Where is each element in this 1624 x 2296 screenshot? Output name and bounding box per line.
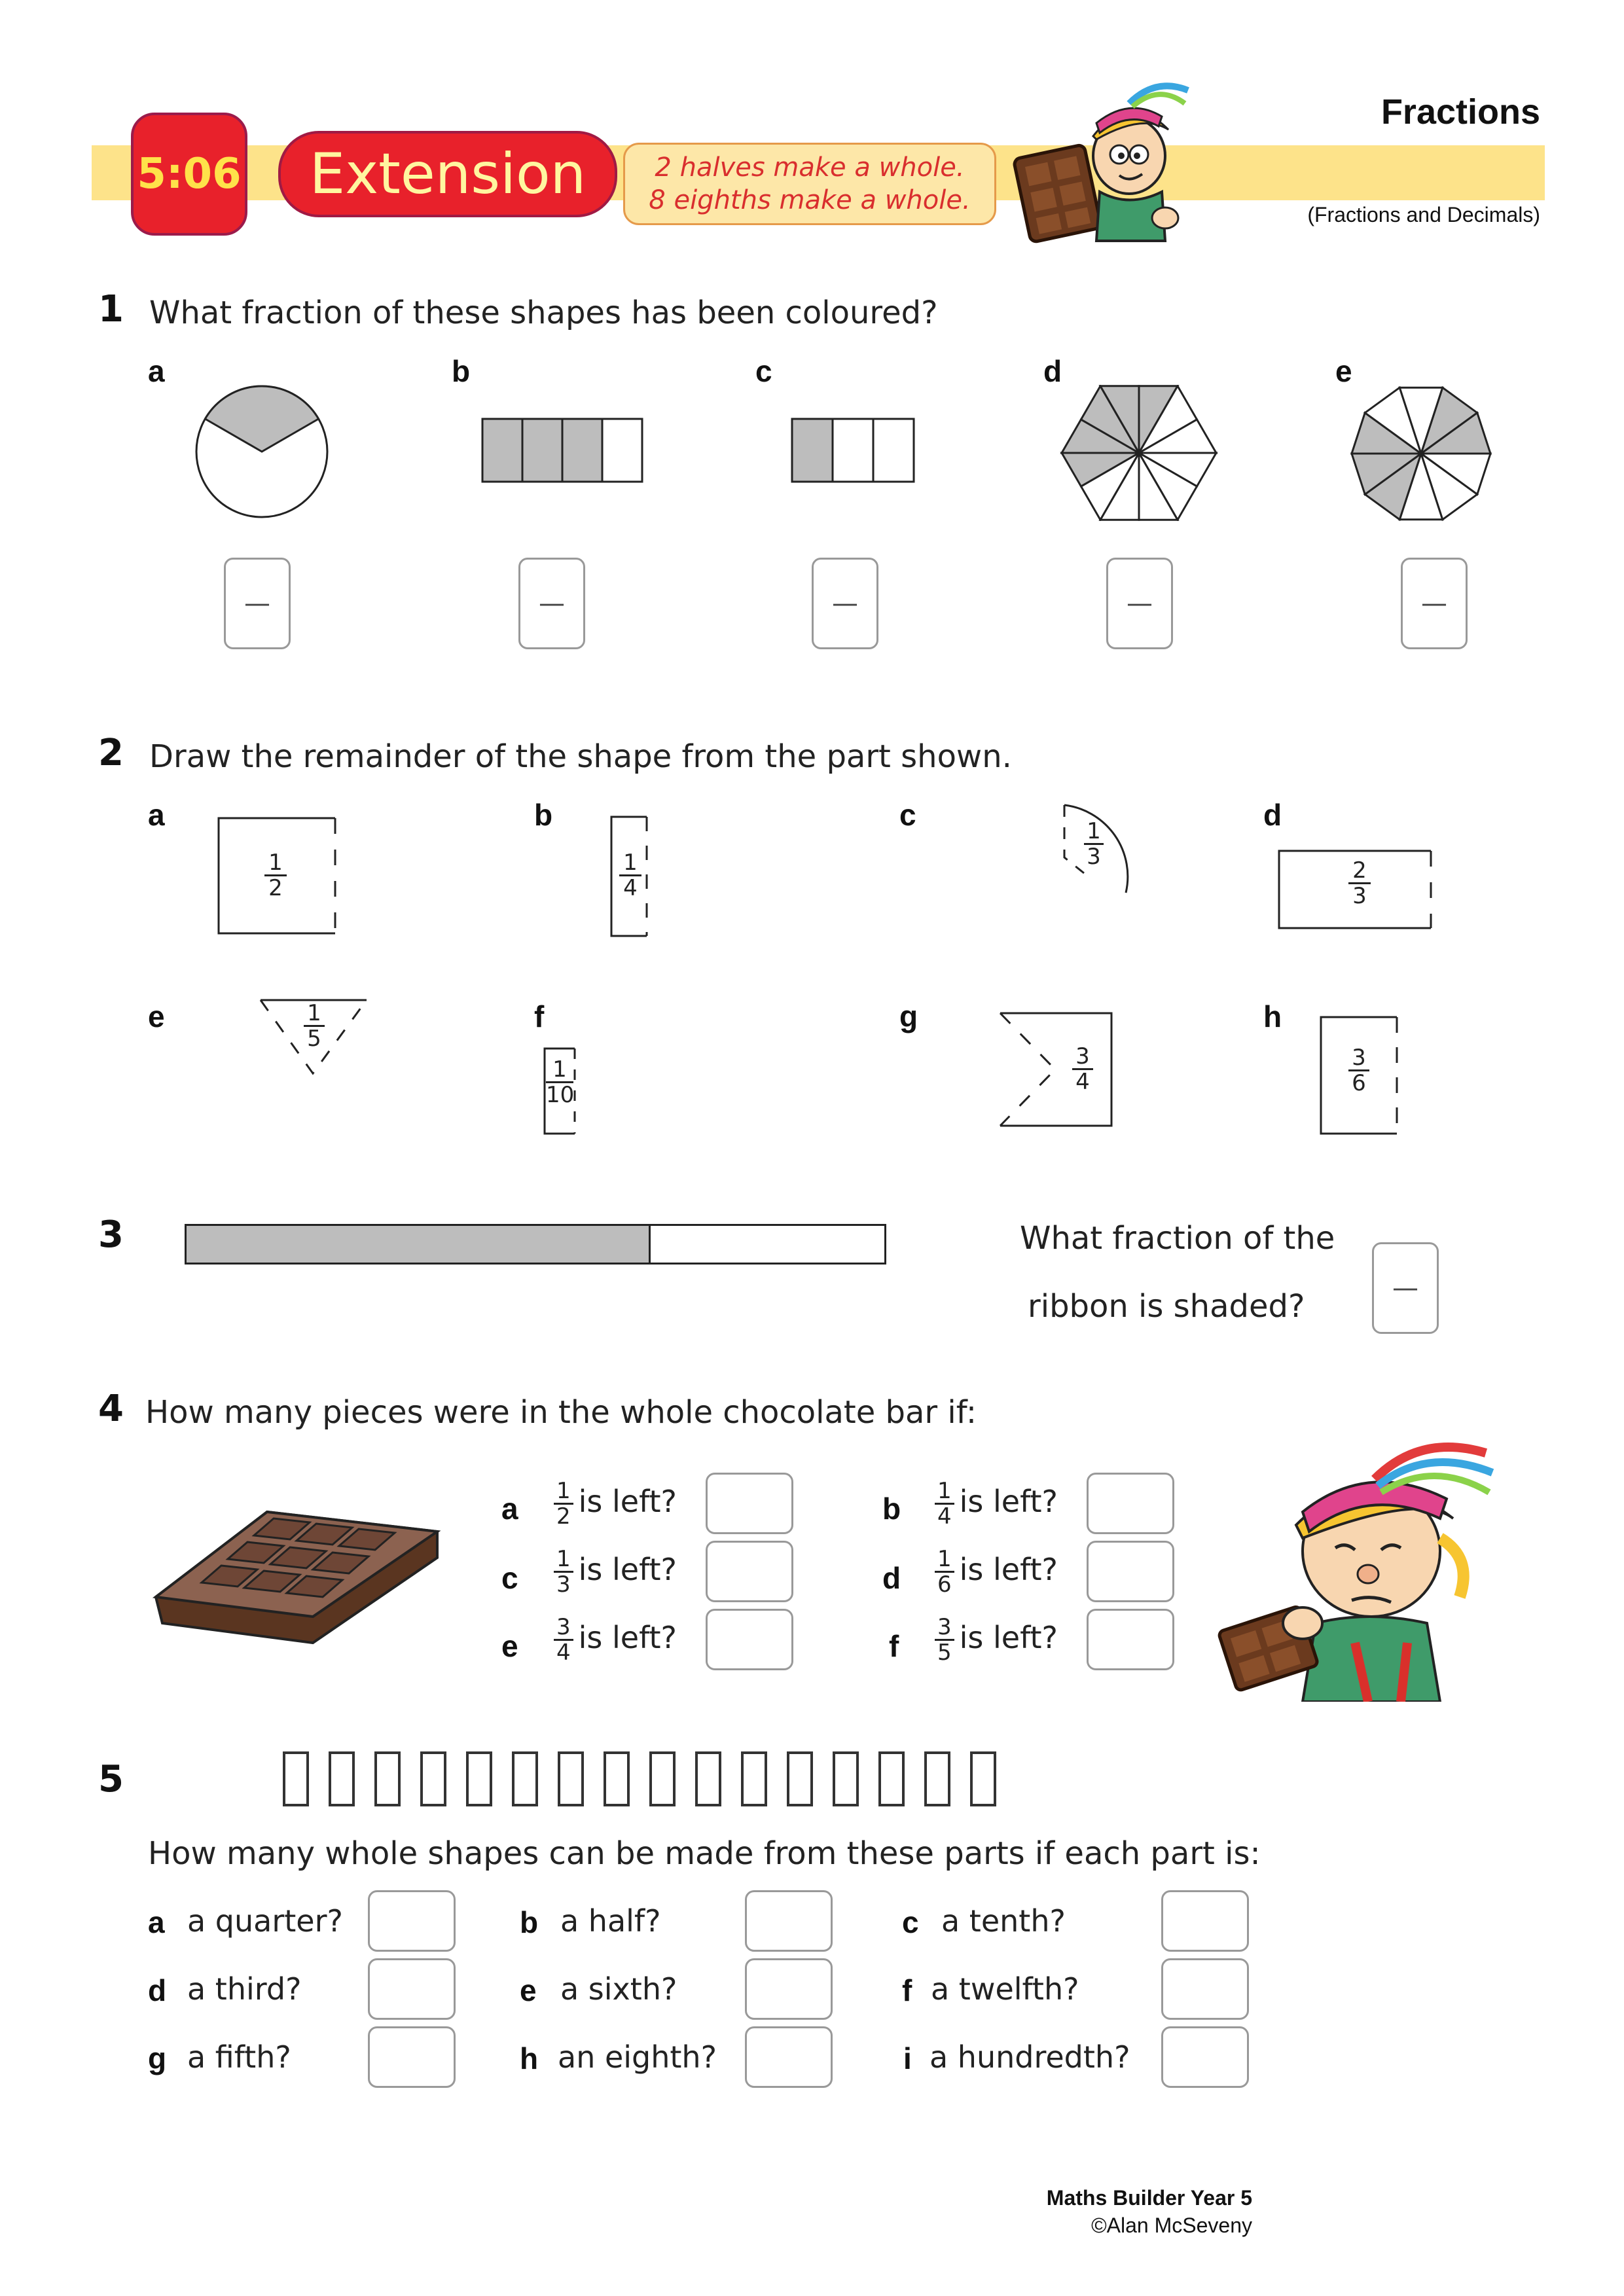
- q4-frac-c: [554, 1547, 573, 1596]
- question-3-number: 3: [98, 1213, 124, 1256]
- q4-frac-a-denominator: 2: [556, 1503, 571, 1530]
- q5-part-glyph: [558, 1751, 584, 1806]
- q5-part-glyph: [970, 1751, 996, 1806]
- q2-frac-g: [1072, 1045, 1093, 1094]
- q5-item-e: a sixth?: [560, 1971, 677, 2007]
- q1-label-c: c: [755, 354, 772, 388]
- q2-frac-c-denominator: 3: [1087, 844, 1101, 870]
- q4-label-c: c: [501, 1561, 518, 1595]
- q2-part-square-three-quarters: [995, 1008, 1119, 1132]
- q2-frac-b-numerator: 1: [619, 851, 641, 876]
- q2-frac-f: [546, 1058, 573, 1107]
- q4-item-b-suffix: is left?: [959, 1484, 1058, 1519]
- q5-answer-b[interactable]: [745, 1890, 833, 1952]
- question-5-text: How many whole shapes can be made from these parts if each part is:: [148, 1835, 1261, 1872]
- q4-item-c: [549, 1547, 677, 1596]
- q1-rectangle-quarters-shape: [481, 418, 649, 484]
- q2-frac-f-numerator: 1: [546, 1058, 573, 1083]
- q4-label-f: f: [889, 1629, 899, 1663]
- q5-answer-f[interactable]: [1161, 1958, 1249, 2020]
- q2-frac-e-numerator: 1: [304, 1001, 325, 1027]
- question-2-text: Draw the remainder of the shape from the part shown.: [149, 738, 1012, 775]
- q1-answer-b[interactable]: —: [518, 558, 585, 649]
- q4-answer-a[interactable]: [706, 1473, 793, 1534]
- cartoon-boy-chocolate-illustration: [998, 77, 1195, 254]
- q1-decagon-shape: [1348, 381, 1494, 526]
- q2-frac-b: [619, 851, 641, 900]
- q2-frac-h-denominator: 6: [1352, 1070, 1366, 1096]
- q5-item-a: a quarter?: [187, 1903, 343, 1939]
- q2-label-d: d: [1263, 798, 1282, 832]
- q4-item-a-suffix: is left?: [578, 1484, 677, 1519]
- q4-item-c-suffix: is left?: [578, 1552, 677, 1587]
- q2-frac-d-numerator: 2: [1348, 859, 1371, 884]
- q5-part-glyph: [374, 1751, 401, 1806]
- chocolate-bar-illustration: [149, 1492, 444, 1662]
- q2-frac-b-denominator: 4: [623, 875, 638, 901]
- q2-frac-f-denominator: 10: [546, 1082, 575, 1108]
- question-4-number: 4: [98, 1388, 124, 1430]
- q5-answer-i[interactable]: [1161, 2026, 1249, 2088]
- q2-frac-c: [1084, 819, 1104, 869]
- q2-label-h: h: [1263, 999, 1282, 1033]
- q5-part-glyph: [878, 1751, 905, 1806]
- tip-box: [623, 143, 996, 225]
- tip-line-2: 8 eighths make a whole.: [649, 185, 971, 215]
- q2-frac-d: [1348, 859, 1371, 908]
- q5-part-glyph: [420, 1751, 446, 1806]
- q5-label-a: a: [148, 1905, 165, 1939]
- q5-label-i: i: [903, 2041, 912, 2075]
- q4-item-f-suffix: is left?: [959, 1620, 1058, 1655]
- q5-item-d: a third?: [187, 1971, 302, 2007]
- q4-frac-b-denominator: 4: [937, 1503, 952, 1530]
- q1-circle-shape: [190, 380, 334, 524]
- q4-label-b: b: [882, 1492, 901, 1526]
- q4-answer-f[interactable]: [1087, 1609, 1174, 1670]
- q4-frac-b-numerator: 1: [935, 1479, 954, 1505]
- q2-label-a: a: [148, 798, 165, 832]
- q4-frac-c-numerator: 1: [554, 1547, 573, 1573]
- section-title: Extension: [278, 131, 617, 217]
- q4-frac-a-numerator: 1: [554, 1479, 573, 1505]
- q1-label-e: e: [1335, 354, 1352, 388]
- q4-item-f: [929, 1615, 1058, 1664]
- q4-frac-a: [554, 1479, 573, 1528]
- q2-frac-g-numerator: 3: [1072, 1045, 1093, 1070]
- question-1-number: 1: [98, 288, 124, 331]
- q2-frac-a: [264, 851, 287, 900]
- q5-label-d: d: [148, 1973, 167, 2007]
- q5-part-glyph: [283, 1751, 309, 1806]
- topic-title: Fractions: [1380, 92, 1540, 132]
- question-3-text-line-2: ribbon is shaded?: [1028, 1288, 1305, 1325]
- q4-frac-f-denominator: 5: [937, 1640, 952, 1666]
- q4-item-e-suffix: is left?: [578, 1620, 677, 1655]
- q4-frac-d-denominator: 6: [937, 1571, 952, 1598]
- q4-answer-e[interactable]: [706, 1609, 793, 1670]
- q4-item-a: [549, 1479, 677, 1528]
- q4-item-d: [929, 1547, 1058, 1596]
- q4-frac-f: [935, 1615, 954, 1664]
- q4-item-d-suffix: is left?: [959, 1552, 1058, 1587]
- q2-label-g: g: [899, 999, 918, 1033]
- q5-part-glyph: [649, 1751, 676, 1806]
- q4-frac-c-denominator: 3: [556, 1571, 571, 1598]
- q5-item-f: a twelfth?: [931, 1971, 1079, 2007]
- q2-label-b: b: [534, 798, 553, 832]
- question-4-text: How many pieces were in the whole chocolate bar if:: [145, 1394, 977, 1431]
- ribbon: [185, 1224, 886, 1265]
- q5-answer-c[interactable]: [1161, 1890, 1249, 1952]
- q5-part-glyph: [833, 1751, 859, 1806]
- q2-label-e: e: [148, 999, 165, 1033]
- q4-item-b: [929, 1479, 1058, 1528]
- q2-frac-e-denominator: 5: [307, 1026, 321, 1052]
- q3-answer[interactable]: —: [1372, 1242, 1439, 1334]
- q5-answer-a[interactable]: [368, 1890, 456, 1952]
- q2-frac-h: [1348, 1046, 1369, 1095]
- q5-part-glyph: [512, 1751, 538, 1806]
- cartoon-boy-eating-illustration: [1211, 1427, 1525, 1702]
- q5-item-b: a half?: [560, 1903, 661, 1939]
- q4-frac-d-numerator: 1: [935, 1547, 954, 1573]
- q1-answer-a[interactable]: —: [224, 558, 291, 649]
- q2-frac-a-denominator: 2: [268, 875, 283, 901]
- q2-frac-a-numerator: 1: [264, 851, 287, 876]
- topic-subtitle: (Fractions and Decimals): [1307, 203, 1540, 226]
- q2-label-f: f: [534, 999, 545, 1033]
- ribbon-shaded-part: [187, 1226, 651, 1263]
- q4-frac-e-numerator: 3: [554, 1615, 573, 1641]
- lesson-code-badge: 5:06: [131, 113, 247, 236]
- q5-part-glyph: [787, 1751, 813, 1806]
- q5-label-h: h: [520, 2041, 539, 2075]
- q5-answer-h[interactable]: [745, 2026, 833, 2088]
- q5-answer-d[interactable]: [368, 1958, 456, 2020]
- q5-part-glyph: [466, 1751, 492, 1806]
- q4-label-d: d: [882, 1561, 901, 1595]
- q5-label-b: b: [520, 1905, 539, 1939]
- q5-part-glyph: [604, 1751, 630, 1806]
- q5-answer-g[interactable]: [368, 2026, 456, 2088]
- q4-item-e: [549, 1615, 677, 1664]
- q4-frac-e-denominator: 4: [556, 1640, 571, 1666]
- q5-label-e: e: [520, 1973, 537, 2007]
- q2-frac-h-numerator: 3: [1348, 1046, 1369, 1071]
- q5-label-c: c: [902, 1905, 919, 1939]
- q4-answer-d[interactable]: [1087, 1541, 1174, 1602]
- q1-label-d: d: [1043, 354, 1062, 388]
- q4-answer-c[interactable]: [706, 1541, 793, 1602]
- question-5-number: 5: [98, 1758, 124, 1801]
- q5-parts-row: [283, 1751, 1016, 1806]
- q5-part-glyph: [924, 1751, 950, 1806]
- q5-label-g: g: [148, 2041, 167, 2075]
- q5-part-glyph: [329, 1751, 355, 1806]
- q5-label-f: f: [902, 1973, 912, 2007]
- q4-frac-e: [554, 1615, 573, 1664]
- q4-frac-b: [935, 1479, 954, 1528]
- q4-label-a: a: [501, 1492, 518, 1526]
- q4-answer-b[interactable]: [1087, 1473, 1174, 1534]
- q1-answer-c[interactable]: —: [812, 558, 878, 649]
- q4-frac-d: [935, 1547, 954, 1596]
- q5-item-c: a tenth?: [941, 1903, 1066, 1939]
- footer-copyright: ©Alan McSeveny: [1091, 2214, 1252, 2237]
- q5-part-glyph: [741, 1751, 767, 1806]
- q5-part-glyph: [695, 1751, 721, 1806]
- q1-hexagon-shape: [1059, 385, 1219, 521]
- question-1-text: What fraction of these shapes has been coloured?: [149, 295, 938, 331]
- q2-label-c: c: [899, 798, 916, 832]
- q5-item-i: a hundredth?: [929, 2039, 1130, 2075]
- q1-answer-d[interactable]: —: [1106, 558, 1173, 649]
- q2-frac-g-denominator: 4: [1075, 1069, 1090, 1095]
- q4-frac-f-numerator: 3: [935, 1615, 954, 1641]
- footer-book-title: Maths Builder Year 5: [1046, 2186, 1252, 2210]
- q1-label-a: a: [148, 354, 165, 388]
- q2-frac-d-denominator: 3: [1352, 883, 1367, 909]
- q1-answer-e[interactable]: —: [1401, 558, 1468, 649]
- q2-frac-c-numerator: 1: [1084, 819, 1104, 845]
- q5-answer-e[interactable]: [745, 1958, 833, 2020]
- q5-item-h: an eighth?: [558, 2039, 717, 2075]
- q2-frac-e: [304, 1001, 325, 1050]
- q4-label-e: e: [501, 1629, 518, 1663]
- tip-line-1: 2 halves make a whole.: [655, 152, 965, 183]
- question-2-number: 2: [98, 732, 124, 774]
- question-3-text-line-1: What fraction of the: [1020, 1220, 1335, 1257]
- q1-rectangle-thirds-shape: [791, 418, 920, 484]
- q1-label-b: b: [452, 354, 471, 388]
- q5-item-g: a fifth?: [187, 2039, 291, 2075]
